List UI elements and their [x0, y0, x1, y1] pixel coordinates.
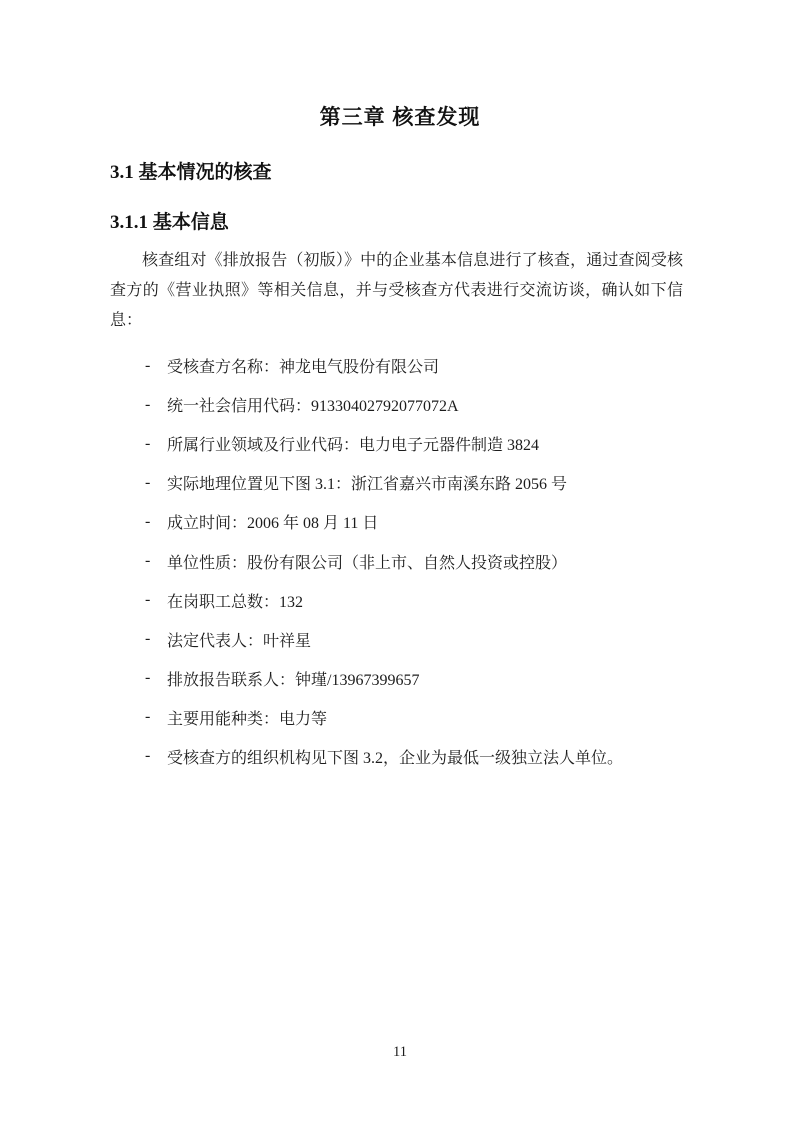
list-item-text: 排放报告联系人：钟瑾/13967399657: [167, 671, 420, 689]
list-item: [145, 385, 685, 424]
list-item-text: 所属行业领域及行业代码：电力电子元器件制造 3824: [167, 437, 540, 455]
list-item: [145, 502, 685, 541]
list-item: [145, 659, 685, 698]
intro-paragraph: 核查组对《排放报告（初版）》中的企业基本信息进行了核查，通过查阅受核查方的《营业执照》等相关信息，并与受核查方代表进行交流访谈，确认如下信息：: [110, 252, 683, 329]
page-number: 11: [393, 1044, 407, 1060]
basic-info-list: [145, 346, 685, 776]
dash-bullet: -: [145, 434, 151, 452]
list-item-text: 受核查方名称：神龙电气股份有限公司: [167, 359, 440, 377]
dash-bullet: -: [145, 669, 151, 687]
dash-bullet: -: [145, 591, 151, 609]
dash-bullet: -: [145, 473, 151, 491]
list-item-text: 法定代表人：叶祥星: [167, 632, 312, 650]
list-item-text: 受核查方的组织机构见下图 3.2，企业为最低一级独立法人单位。: [167, 749, 624, 767]
list-item-text: 成立时间：2006 年 08 月 11 日: [167, 515, 379, 533]
list-item-text: 统一社会信用代码：91330402792077072A: [167, 398, 459, 416]
chapter-title: 第三章 核查发现: [319, 106, 481, 129]
dash-bullet: -: [145, 395, 151, 413]
subsection-heading-3-1-1: 3.1.1 基本信息: [110, 212, 229, 233]
dash-bullet: -: [145, 552, 151, 570]
section-heading-3-1: 3.1 基本情况的核查: [110, 162, 272, 183]
dash-bullet: -: [145, 512, 151, 530]
list-item: [145, 346, 685, 385]
list-item: [145, 541, 685, 580]
list-item: [145, 424, 685, 463]
list-item: [145, 737, 685, 776]
list-item-text: 主要用能种类：电力等: [167, 710, 328, 728]
list-item-text: 单位性质：股份有限公司（非上市、自然人投资或控股）: [167, 554, 568, 572]
list-item-text: 实际地理位置见下图 3.1：浙江省嘉兴市南溪东路 2056 号: [167, 476, 568, 494]
list-item: [145, 620, 685, 659]
dash-bullet: -: [145, 630, 151, 648]
list-item: [145, 698, 685, 737]
dash-bullet: -: [145, 747, 151, 765]
list-item: [145, 581, 685, 620]
dash-bullet: -: [145, 356, 151, 374]
dash-bullet: -: [145, 708, 151, 726]
list-item-text: 在岗职工总数：132: [167, 593, 304, 611]
list-item: [145, 463, 685, 502]
